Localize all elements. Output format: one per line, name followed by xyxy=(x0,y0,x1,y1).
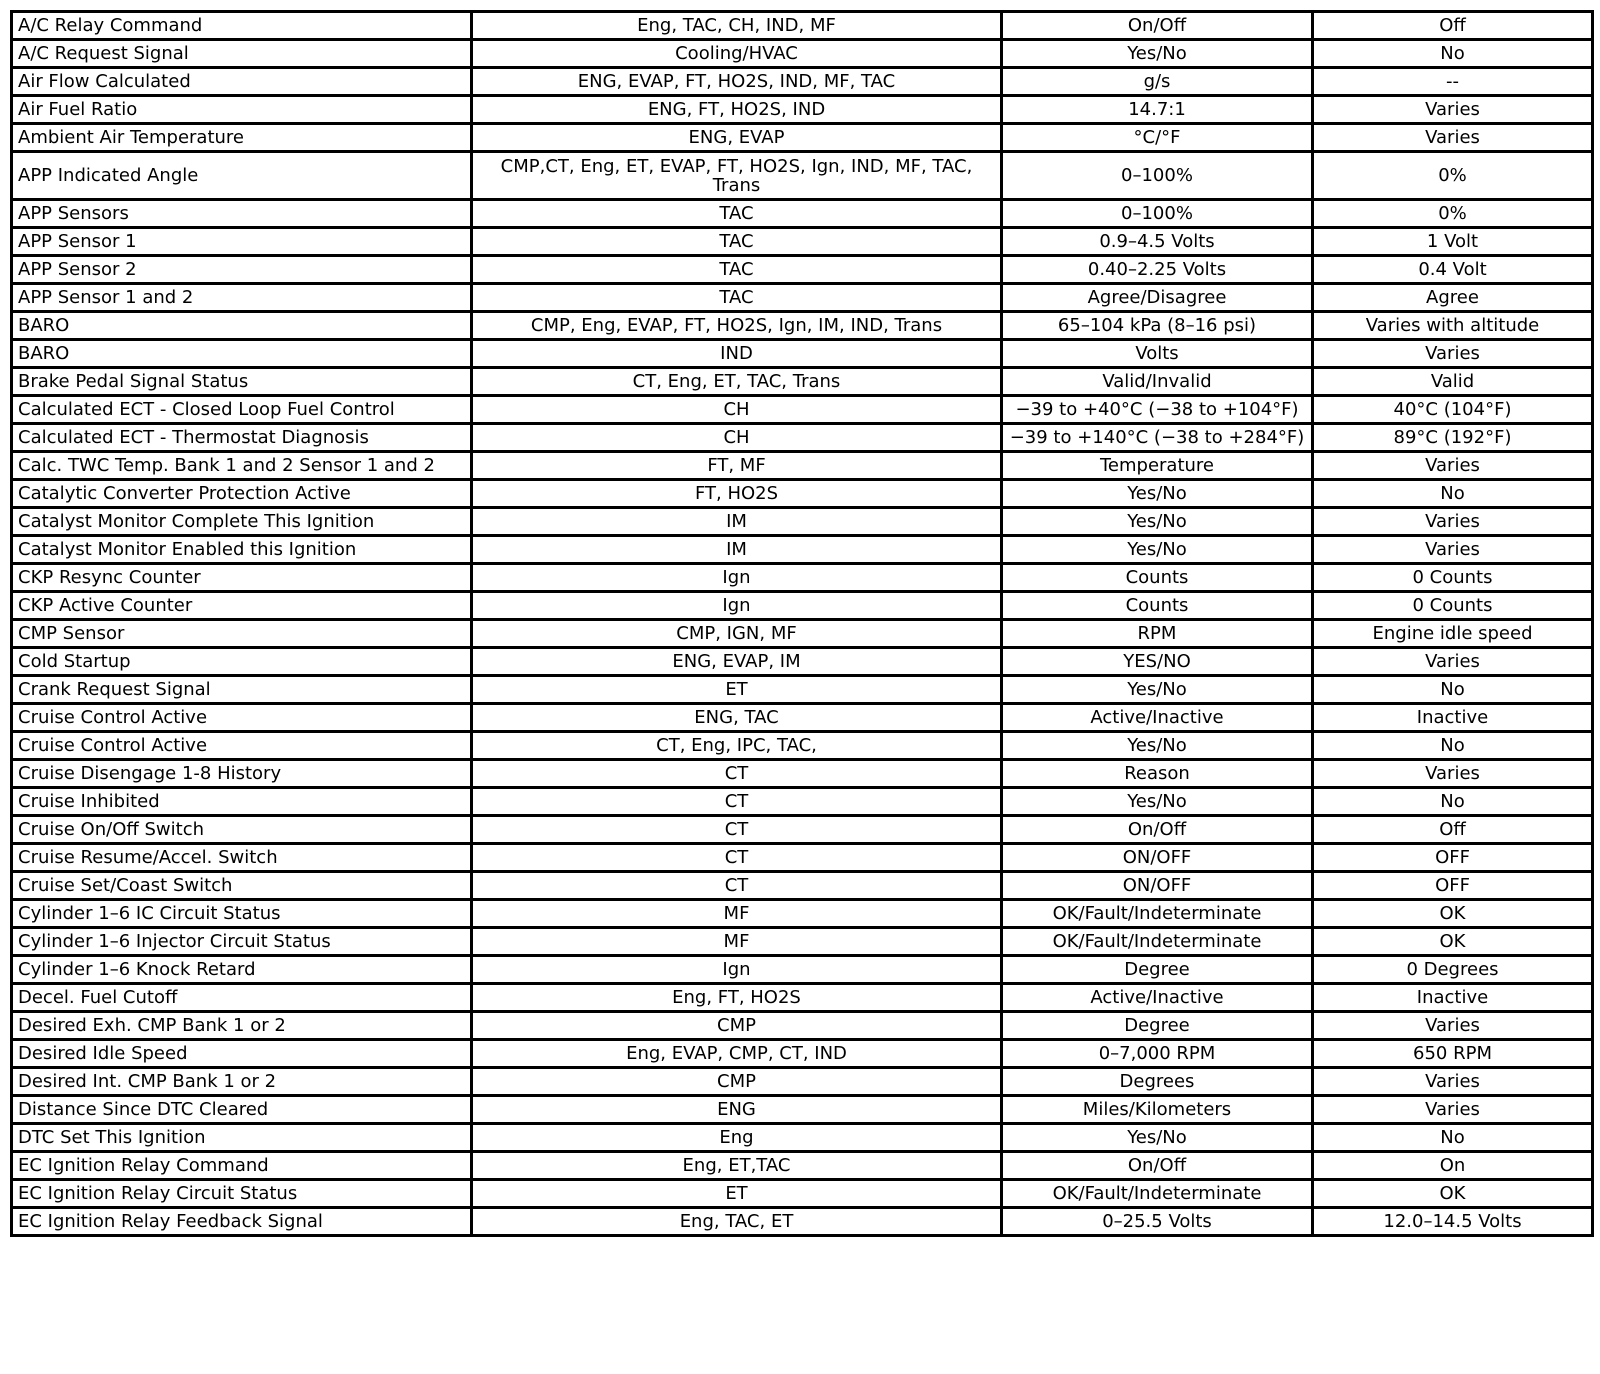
units-cell: Yes/No xyxy=(1002,676,1313,704)
system-cell: ENG, EVAP xyxy=(472,124,1002,152)
units-cell: 0.9–4.5 Volts xyxy=(1002,228,1313,256)
units-cell: Yes/No xyxy=(1002,788,1313,816)
system-cell: ENG, TAC xyxy=(472,704,1002,732)
typical-value-cell: Varies xyxy=(1313,648,1593,676)
system-cell: ENG, FT, HO2S, IND xyxy=(472,96,1002,124)
table-row xyxy=(12,1180,1593,1208)
parameter-name-cell: BARO xyxy=(12,340,472,368)
typical-value-cell: 0.4 Volt xyxy=(1313,256,1593,284)
typical-value-cell: 0% xyxy=(1313,152,1593,200)
units-cell: Degree xyxy=(1002,1012,1313,1040)
table-row xyxy=(12,228,1593,256)
parameter-name-cell: Cruise Control Active xyxy=(12,704,472,732)
scan-data-table xyxy=(10,10,1594,1237)
typical-value-cell: 89°C (192°F) xyxy=(1313,424,1593,452)
units-cell: OK/Fault/Indeterminate xyxy=(1002,928,1313,956)
table-row xyxy=(12,1096,1593,1124)
parameter-name-cell: Distance Since DTC Cleared xyxy=(12,1096,472,1124)
units-cell: On/Off xyxy=(1002,12,1313,40)
typical-value-cell: No xyxy=(1313,40,1593,68)
units-cell: Degree xyxy=(1002,956,1313,984)
typical-value-cell: Varies xyxy=(1313,536,1593,564)
table-row xyxy=(12,900,1593,928)
system-cell: ET xyxy=(472,676,1002,704)
table-row xyxy=(12,396,1593,424)
typical-value-cell: OFF xyxy=(1313,844,1593,872)
parameter-name-cell: Cruise Set/Coast Switch xyxy=(12,872,472,900)
units-cell: Valid/Invalid xyxy=(1002,368,1313,396)
parameter-name-cell: Calculated ECT - Closed Loop Fuel Control xyxy=(12,396,472,424)
units-cell: Miles/Kilometers xyxy=(1002,1096,1313,1124)
typical-value-cell: 0% xyxy=(1313,200,1593,228)
parameter-name-cell: APP Sensor 1 and 2 xyxy=(12,284,472,312)
system-cell: ENG, EVAP, IM xyxy=(472,648,1002,676)
parameter-name-cell: CKP Active Counter xyxy=(12,592,472,620)
system-cell: CMP xyxy=(472,1012,1002,1040)
system-cell: CMP, IGN, MF xyxy=(472,620,1002,648)
typical-value-cell: -- xyxy=(1313,68,1593,96)
typical-value-cell: No xyxy=(1313,732,1593,760)
parameter-name-cell: Catalyst Monitor Complete This Ignition xyxy=(12,508,472,536)
typical-value-cell: No xyxy=(1313,1124,1593,1152)
parameter-name-cell: Crank Request Signal xyxy=(12,676,472,704)
system-cell: Cooling/HVAC xyxy=(472,40,1002,68)
units-cell: YES/NO xyxy=(1002,648,1313,676)
scan-data-table-container xyxy=(10,10,1594,1237)
typical-value-cell: Varies xyxy=(1313,452,1593,480)
table-row xyxy=(12,312,1593,340)
table-row xyxy=(12,592,1593,620)
system-cell: CT xyxy=(472,872,1002,900)
system-cell: TAC xyxy=(472,284,1002,312)
parameter-name-cell: CMP Sensor xyxy=(12,620,472,648)
units-cell: 0.40–2.25 Volts xyxy=(1002,256,1313,284)
parameter-name-cell: APP Indicated Angle xyxy=(12,152,472,200)
system-cell: MF xyxy=(472,900,1002,928)
table-row xyxy=(12,508,1593,536)
units-cell: On/Off xyxy=(1002,816,1313,844)
parameter-name-cell: EC Ignition Relay Circuit Status xyxy=(12,1180,472,1208)
table-row xyxy=(12,816,1593,844)
table-row xyxy=(12,1040,1593,1068)
table-row xyxy=(12,676,1593,704)
typical-value-cell: Off xyxy=(1313,816,1593,844)
system-cell: Eng, TAC, ET xyxy=(472,1208,1002,1236)
units-cell: OK/Fault/Indeterminate xyxy=(1002,900,1313,928)
units-cell: Yes/No xyxy=(1002,40,1313,68)
typical-value-cell: Varies xyxy=(1313,1068,1593,1096)
units-cell: −39 to +40°C (−38 to +104°F) xyxy=(1002,396,1313,424)
units-cell: 0–100% xyxy=(1002,200,1313,228)
table-row xyxy=(12,704,1593,732)
table-row xyxy=(12,956,1593,984)
system-cell: CMP xyxy=(472,1068,1002,1096)
table-row xyxy=(12,872,1593,900)
parameter-name-cell: Cylinder 1–6 IC Circuit Status xyxy=(12,900,472,928)
units-cell: Yes/No xyxy=(1002,480,1313,508)
typical-value-cell: 650 RPM xyxy=(1313,1040,1593,1068)
units-cell: 0–7,000 RPM xyxy=(1002,1040,1313,1068)
parameter-name-cell: Ambient Air Temperature xyxy=(12,124,472,152)
parameter-name-cell: EC Ignition Relay Feedback Signal xyxy=(12,1208,472,1236)
units-cell: 14.7:1 xyxy=(1002,96,1313,124)
table-row xyxy=(12,200,1593,228)
table-row xyxy=(12,760,1593,788)
table-row xyxy=(12,12,1593,40)
parameter-name-cell: BARO xyxy=(12,312,472,340)
table-row xyxy=(12,284,1593,312)
typical-value-cell: OK xyxy=(1313,928,1593,956)
parameter-name-cell: Brake Pedal Signal Status xyxy=(12,368,472,396)
typical-value-cell: Inactive xyxy=(1313,984,1593,1012)
system-cell: Ign xyxy=(472,592,1002,620)
parameter-name-cell: APP Sensors xyxy=(12,200,472,228)
typical-value-cell: No xyxy=(1313,480,1593,508)
table-row xyxy=(12,96,1593,124)
parameter-name-cell: CKP Resync Counter xyxy=(12,564,472,592)
units-cell: Active/Inactive xyxy=(1002,704,1313,732)
typical-value-cell: Varies xyxy=(1313,124,1593,152)
units-cell: Degrees xyxy=(1002,1068,1313,1096)
table-row xyxy=(12,424,1593,452)
units-cell: Counts xyxy=(1002,564,1313,592)
parameter-name-cell: Air Flow Calculated xyxy=(12,68,472,96)
table-row xyxy=(12,1208,1593,1236)
typical-value-cell: 0 Counts xyxy=(1313,564,1593,592)
units-cell: −39 to +140°C (−38 to +284°F) xyxy=(1002,424,1313,452)
system-cell: CH xyxy=(472,424,1002,452)
table-row xyxy=(12,124,1593,152)
units-cell: 65–104 kPa (8–16 psi) xyxy=(1002,312,1313,340)
typical-value-cell: Varies xyxy=(1313,760,1593,788)
system-cell: IM xyxy=(472,508,1002,536)
parameter-name-cell: APP Sensor 1 xyxy=(12,228,472,256)
typical-value-cell: 0 Counts xyxy=(1313,592,1593,620)
typical-value-cell: OK xyxy=(1313,1180,1593,1208)
typical-value-cell: Varies with altitude xyxy=(1313,312,1593,340)
system-cell: Eng, FT, HO2S xyxy=(472,984,1002,1012)
typical-value-cell: No xyxy=(1313,788,1593,816)
system-cell: CT xyxy=(472,760,1002,788)
system-cell: Eng, ET,TAC xyxy=(472,1152,1002,1180)
units-cell: Yes/No xyxy=(1002,508,1313,536)
system-cell: TAC xyxy=(472,200,1002,228)
table-row xyxy=(12,732,1593,760)
units-cell: ON/OFF xyxy=(1002,872,1313,900)
system-cell: CT, Eng, IPC, TAC, xyxy=(472,732,1002,760)
parameter-name-cell: Cylinder 1–6 Injector Circuit Status xyxy=(12,928,472,956)
parameter-name-cell: A/C Request Signal xyxy=(12,40,472,68)
parameter-name-cell: Cruise Control Active xyxy=(12,732,472,760)
table-row xyxy=(12,928,1593,956)
units-cell: Agree/Disagree xyxy=(1002,284,1313,312)
table-row xyxy=(12,536,1593,564)
units-cell: ON/OFF xyxy=(1002,844,1313,872)
system-cell: IND xyxy=(472,340,1002,368)
typical-value-cell: 1 Volt xyxy=(1313,228,1593,256)
typical-value-cell: Varies xyxy=(1313,1096,1593,1124)
system-cell: Ign xyxy=(472,564,1002,592)
parameter-name-cell: Desired Idle Speed xyxy=(12,1040,472,1068)
system-cell: Ign xyxy=(472,956,1002,984)
table-row xyxy=(12,788,1593,816)
units-cell: 0–100% xyxy=(1002,152,1313,200)
table-row xyxy=(12,68,1593,96)
units-cell: Counts xyxy=(1002,592,1313,620)
units-cell: Reason xyxy=(1002,760,1313,788)
table-row xyxy=(12,480,1593,508)
table-body xyxy=(12,12,1593,1236)
parameter-name-cell: Decel. Fuel Cutoff xyxy=(12,984,472,1012)
parameter-name-cell: Cylinder 1–6 Knock Retard xyxy=(12,956,472,984)
table-row xyxy=(12,620,1593,648)
typical-value-cell: Off xyxy=(1313,12,1593,40)
system-cell: IM xyxy=(472,536,1002,564)
units-cell: 0–25.5 Volts xyxy=(1002,1208,1313,1236)
units-cell: g/s xyxy=(1002,68,1313,96)
table-row xyxy=(12,648,1593,676)
units-cell: RPM xyxy=(1002,620,1313,648)
table-row xyxy=(12,564,1593,592)
parameter-name-cell: Air Fuel Ratio xyxy=(12,96,472,124)
units-cell: °C/°F xyxy=(1002,124,1313,152)
parameter-name-cell: A/C Relay Command xyxy=(12,12,472,40)
typical-value-cell: No xyxy=(1313,676,1593,704)
units-cell: Yes/No xyxy=(1002,732,1313,760)
typical-value-cell: OK xyxy=(1313,900,1593,928)
system-cell: ET xyxy=(472,1180,1002,1208)
units-cell: Active/Inactive xyxy=(1002,984,1313,1012)
units-cell: Yes/No xyxy=(1002,1124,1313,1152)
parameter-name-cell: Cruise On/Off Switch xyxy=(12,816,472,844)
table-row xyxy=(12,1152,1593,1180)
table-row xyxy=(12,256,1593,284)
units-cell: Temperature xyxy=(1002,452,1313,480)
typical-value-cell: Engine idle speed xyxy=(1313,620,1593,648)
table-row xyxy=(12,152,1593,200)
system-cell: Eng, TAC, CH, IND, MF xyxy=(472,12,1002,40)
parameter-name-cell: EC Ignition Relay Command xyxy=(12,1152,472,1180)
units-cell: OK/Fault/Indeterminate xyxy=(1002,1180,1313,1208)
typical-value-cell: Varies xyxy=(1313,96,1593,124)
table-row xyxy=(12,340,1593,368)
typical-value-cell: Inactive xyxy=(1313,704,1593,732)
units-cell: Yes/No xyxy=(1002,536,1313,564)
parameter-name-cell: Catalytic Converter Protection Active xyxy=(12,480,472,508)
table-row xyxy=(12,368,1593,396)
typical-value-cell: Valid xyxy=(1313,368,1593,396)
system-cell: TAC xyxy=(472,228,1002,256)
table-row xyxy=(12,1012,1593,1040)
parameter-name-cell: Cruise Resume/Accel. Switch xyxy=(12,844,472,872)
parameter-name-cell: Cold Startup xyxy=(12,648,472,676)
system-cell: TAC xyxy=(472,256,1002,284)
table-row xyxy=(12,452,1593,480)
table-row xyxy=(12,40,1593,68)
parameter-name-cell: Desired Exh. CMP Bank 1 or 2 xyxy=(12,1012,472,1040)
parameter-name-cell: Cruise Disengage 1-8 History xyxy=(12,760,472,788)
parameter-name-cell: APP Sensor 2 xyxy=(12,256,472,284)
system-cell: CT xyxy=(472,816,1002,844)
typical-value-cell: 40°C (104°F) xyxy=(1313,396,1593,424)
system-cell: CT xyxy=(472,844,1002,872)
typical-value-cell: OFF xyxy=(1313,872,1593,900)
system-cell: CT xyxy=(472,788,1002,816)
units-cell: On/Off xyxy=(1002,1152,1313,1180)
system-cell: Eng xyxy=(472,1124,1002,1152)
parameter-name-cell: Calculated ECT - Thermostat Diagnosis xyxy=(12,424,472,452)
typical-value-cell: 0 Degrees xyxy=(1313,956,1593,984)
system-cell: CH xyxy=(472,396,1002,424)
table-row xyxy=(12,1068,1593,1096)
system-cell: CMP,CT, Eng, ET, EVAP, FT, HO2S, Ign, IND, MF, TAC, Trans xyxy=(472,152,1002,200)
system-cell: MF xyxy=(472,928,1002,956)
parameter-name-cell: Cruise Inhibited xyxy=(12,788,472,816)
units-cell: Volts xyxy=(1002,340,1313,368)
table-row xyxy=(12,984,1593,1012)
system-cell: ENG xyxy=(472,1096,1002,1124)
parameter-name-cell: Calc. TWC Temp. Bank 1 and 2 Sensor 1 and 2 xyxy=(12,452,472,480)
typical-value-cell: On xyxy=(1313,1152,1593,1180)
parameter-name-cell: Desired Int. CMP Bank 1 or 2 xyxy=(12,1068,472,1096)
system-cell: FT, MF xyxy=(472,452,1002,480)
system-cell: FT, HO2S xyxy=(472,480,1002,508)
parameter-name-cell: Catalyst Monitor Enabled this Ignition xyxy=(12,536,472,564)
typical-value-cell: Varies xyxy=(1313,508,1593,536)
system-cell: ENG, EVAP, FT, HO2S, IND, MF, TAC xyxy=(472,68,1002,96)
system-cell: Eng, EVAP, CMP, CT, IND xyxy=(472,1040,1002,1068)
system-cell: CT, Eng, ET, TAC, Trans xyxy=(472,368,1002,396)
parameter-name-cell: DTC Set This Ignition xyxy=(12,1124,472,1152)
typical-value-cell: Varies xyxy=(1313,1012,1593,1040)
system-cell: CMP, Eng, EVAP, FT, HO2S, Ign, IM, IND, Trans xyxy=(472,312,1002,340)
typical-value-cell: 12.0–14.5 Volts xyxy=(1313,1208,1593,1236)
table-row xyxy=(12,1124,1593,1152)
typical-value-cell: Agree xyxy=(1313,284,1593,312)
typical-value-cell: Varies xyxy=(1313,340,1593,368)
table-row xyxy=(12,844,1593,872)
